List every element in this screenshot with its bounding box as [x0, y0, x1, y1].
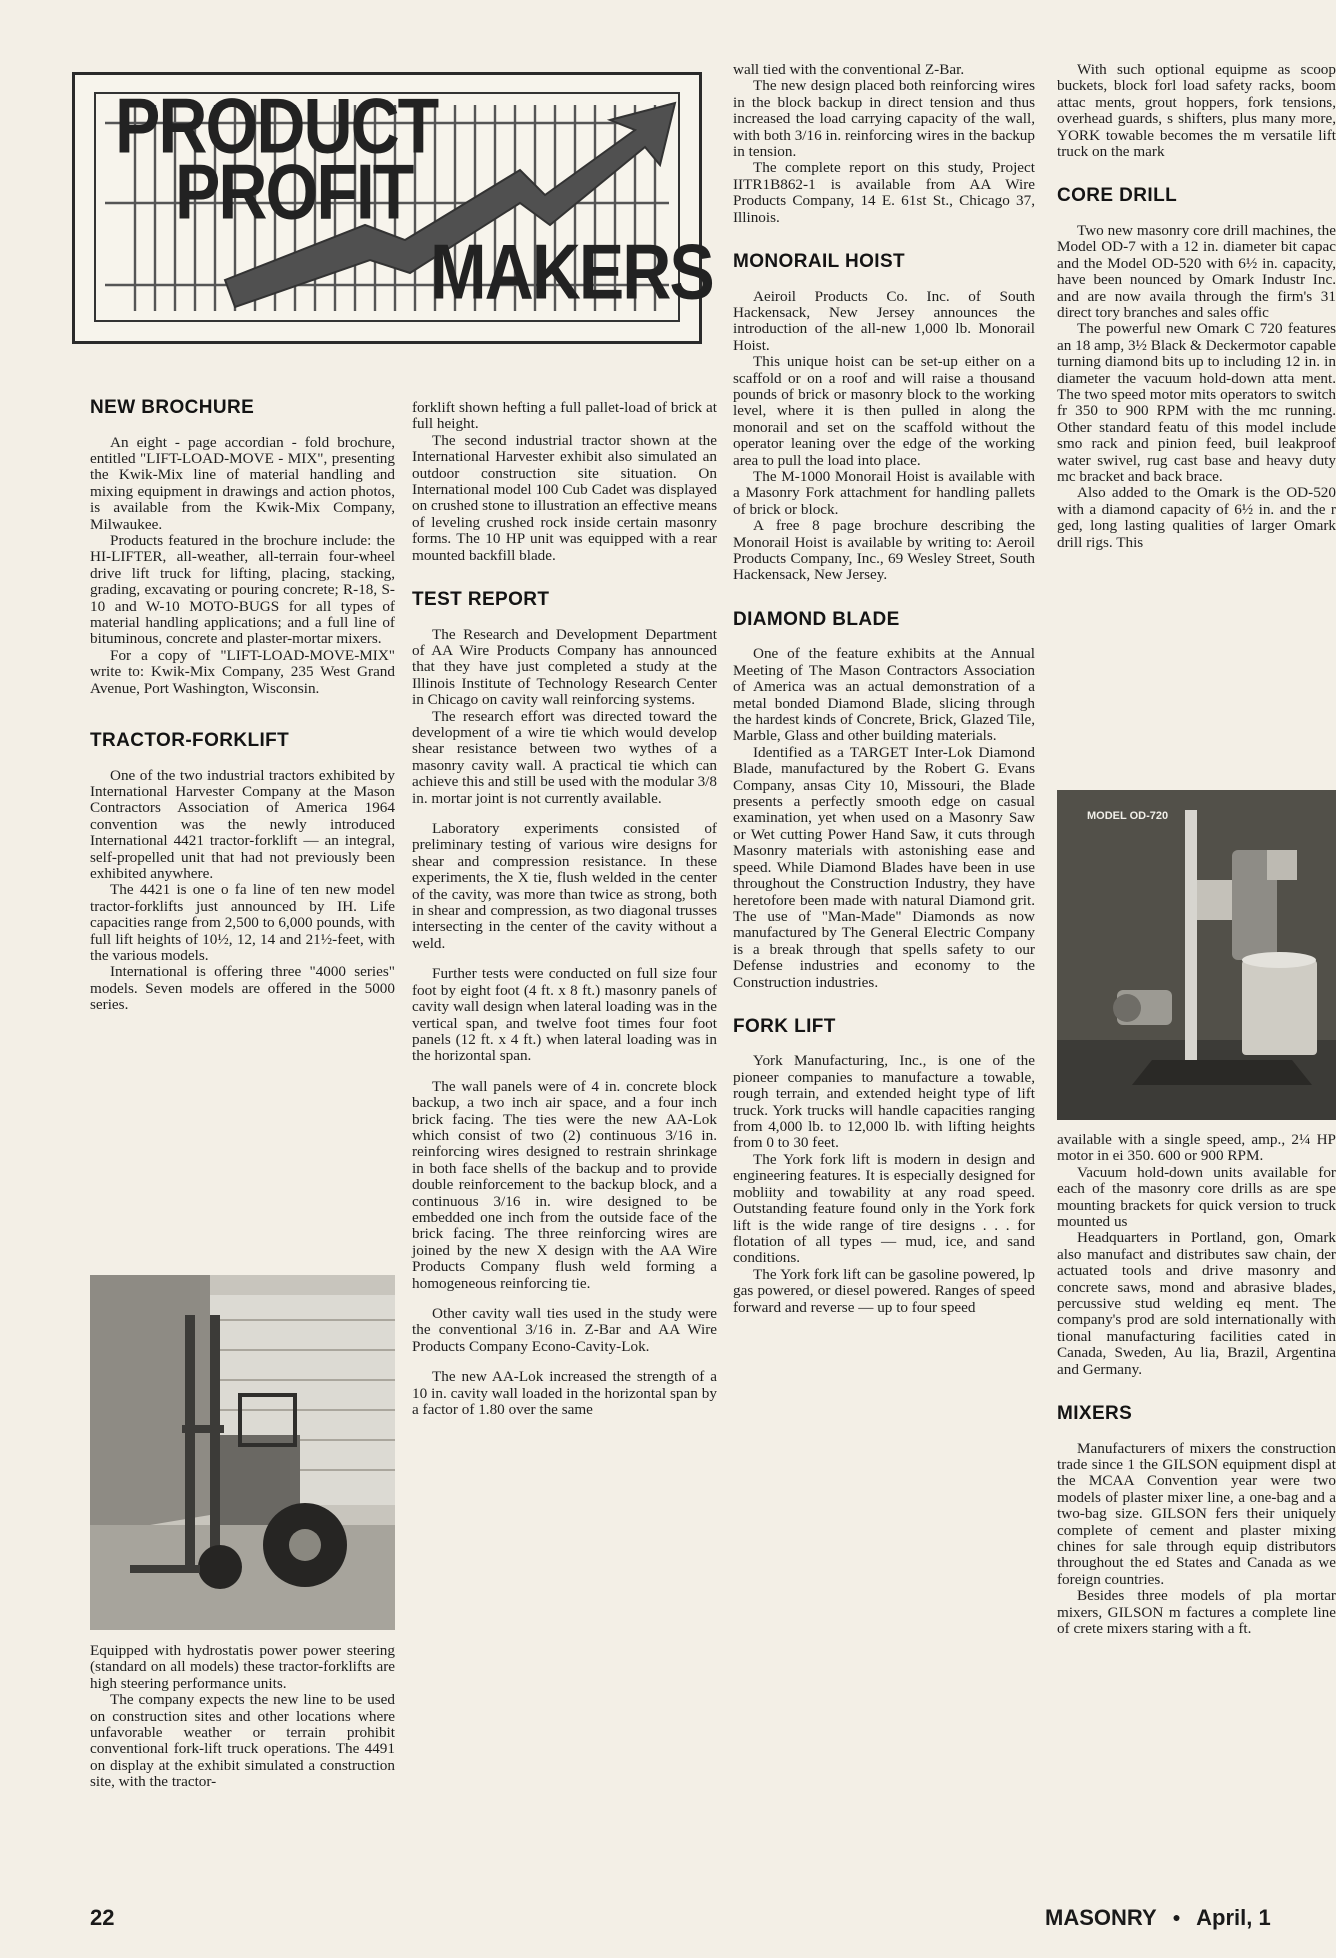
paragraph: Identified as a TARGET Inter-Lok Diamond Blade, manufactured by the Robert G. Evans Company, ansas City 10, Missouri, the Blade presents a perfectly smooth edge on casual examination, yet when used on a Masonry Saw or Wet cutting Power Hand Saw, it cuts through Masonry materials with astonishing ease and speed. While Diamond Blades have been in use throughout the Construction Industry, they have heretofore been made with natural Diamond grit. The use of "Man-Made" Diamonds as now manufactured by The General Electric Company is a break through that spells safety to our Defense industries and economy to the Construction industries. [733, 743, 1035, 991]
paragraph: Besides three models of pla mortar mixers, GILSON m factures a complete line of crete mixers staring with a ft. [1057, 1587, 1336, 1638]
paragraph: The York fork lift is modern in design and engineering features. It is especially designed for mobliity and towability at any road speed. Outstanding feature found only in the York fork lift is the wide range of tire designs . . . for flotation of all types — mud, ice, and sand conditions. [733, 1150, 1035, 1267]
paragraph: Aeiroil Products Co. Inc. of South Hackensack, New Jersey announces the introduction of the all-new 1,000 lb. Monorail Hoist. [733, 287, 1035, 354]
photo-caption: Equipped with hydrostatis power power steering (standard on all models) these tractor-forklifts are high steering performance units. [90, 1642, 395, 1692]
paragraph: forklift shown hefting a full pallet-load of brick at full height. [412, 399, 717, 433]
heading-core-drill: CORE DRILL [1057, 185, 1178, 207]
column-3 [733, 62, 1035, 1316]
paragraph: The powerful new Omark C 720 features an 18 amp, 3½ Black & Deckermotor capable turning diamond bits up to including 12 in. in diameter the vacuum hold-down atta ment. The two speed motor mits operators to switch fr 350 to 900 RPM with the mc running. Other standard featu of this model include smo rack and pinion feed, buil leakproof water swivel, rug cast base and heavy duty mc bracket and back brace. [1057, 320, 1336, 486]
paragraph: The research effort was directed toward the development of a wire tie which would develop shear resistance between two wythes of a masonry cavity wall. A practical tie which can achieve this and still be used with the modular 3/8 in. mortar joint is not currently available. [412, 707, 717, 807]
core-drill-model-label: MODEL OD-720 [1087, 810, 1169, 822]
heading-fork-lift: FORK LIFT [733, 1015, 836, 1037]
paragraph: The new AA-Lok increased the strength of a 10 in. cavity wall loaded in the horizontal span by a factor of 1.80 over the same [412, 1368, 717, 1419]
paragraph: One of the two industrial tractors exhibited by International Harvester Company at the Mason Contractors Association of America 1964 convention was the newly introduced International 4421 tractor-forklift — an integral, self-propelled unit that had not previously been exhibited anywhere. [90, 766, 395, 882]
paragraph: The York fork lift can be gasoline powered, lp gas powered, or diesel powered. Ranges of speed forward and reverse — up to four speed [733, 1265, 1035, 1316]
paragraph: The Research and Development Department of AA Wire Products Company has announced that they have just completed a study at the Illinois Institute of Technology Research Center in Chicago on cavity wall reinforcing systems. [412, 625, 717, 709]
paragraph: For a copy of "LIFT-LOAD-MOVE-MIX" write to: Kwik-Mix Company, 235 West Grand Avenue, Port Washington, Wisconsin. [90, 646, 395, 697]
heading-tractor-forklift: TRACTOR-FORKLIFT [90, 730, 290, 752]
column-1-bottom [90, 1643, 395, 1791]
paragraph: The company expects the new line to be used on construction sites and other locations where unfavorable weather or terrain prohibit conventional fork-lift truck operations. The 4491 on display at the exhibit simulated a construction site, with the tractor- [90, 1691, 395, 1791]
paragraph: Vacuum hold-down units available for each of the masonry core drills as are spe mounting brackets for quick version to truck mounted us [1057, 1163, 1336, 1231]
paragraph: Further tests were conducted on full size four foot by eight foot (4 ft. x 8 ft.) masonry panels of cavity wall design when lateral loading was in the vertical span, and twelve foot times four foot panels (12 ft. x 4 ft.) when lateral loading was in the horizontal span. [412, 965, 717, 1065]
paragraph: Also added to the Omark is the OD-520 with a diamond capacity of 6½ in. and the r ged, long lasting qualities of larger Omark drill rigs. This [1057, 484, 1336, 551]
paragraph: The second industrial tractor shown at the International Harvester exhibit also simulated an outdoor construction site situation. On International model 100 Cub Cadet was displayed on crushed stone to illustration an effective means of leveling crushed rock inside certain masonry forms. The 10 HP unit was equipped with a rear mounted backfill blade. [412, 431, 717, 564]
paragraph: Other cavity wall ties used in the study were the conventional 3/16 in. Z-Bar and AA Wire Products Company Econo-Cavity-Lok. [412, 1305, 717, 1355]
column-1 [90, 398, 395, 1014]
footer-date: April, 1 [1196, 1905, 1271, 1930]
column-4 [1057, 62, 1336, 551]
paragraph: York Manufacturing, Inc., is one of the pioneer companies to manufacture a towable, rough terrain, and extended height type of lift truck. York trucks will handle capacities ranging from 4,000 lb. to 12,000 lb. with lifting heights from 0 to 30 feet. [733, 1052, 1035, 1152]
paragraph: This unique hoist can be set-up either on a scaffold or on a roof and will raise a thousand pounds of brick or masonry block to the working level, where it is then pulled in along the monorail and set on the scaffold without the operator leaning over the edge of the working area to pull the load into place. [733, 353, 1035, 469]
core-drill-photo [1057, 790, 1336, 1120]
paragraph: Manufacturers of mixers the construction trade since 1 the GILSON equipment displ at the MCAA Convention year were two models of plaster mixer line, a one-bag and a two-bag size. GILSON fers their uniquely complete of cement and plaster mixing chines for sale through equip distributors throughout the ed States and Canada as we foreign countries. [1057, 1439, 1336, 1588]
paragraph: International is offering three "4000 series" models. Seven models are offered in the 5000 series. [90, 963, 395, 1014]
tractor-forklift-image [90, 1275, 395, 1630]
column-2 [412, 400, 717, 1418]
paragraph: The complete report on this study, Project IITR1B862-1 is available from AA Wire Products Company, 14 E. 61st St., Chicago 37, Illinois. [733, 159, 1035, 226]
footer-bullet: ● [1172, 1909, 1181, 1925]
paragraph: The wall panels were of 4 in. concrete block backup, a two inch air space, and a four inch brick facing. The ties were the new AA-Lok which consist of two (2) continuous 3/16 in. reinforcing wires designed to restrain shrinkage in both face shells of the backup and to provide double reinforcement to the backup block, and a continuous 3/16 in. wire designed to be embedded one inch from the outside face of the brick facing. The three reinforcing wires are joined by the new X design with the AA Wire Products Company flush weld forming a homogeneous reinforcing tie. [412, 1077, 717, 1292]
paragraph: Laboratory experiments consisted of preliminary testing of various wire designs for shear and compression resistance. In these experiments, the X tie, flush welded in the center of the cavity, was more than twice as strong, both in shear and compression, as two diagonal trusses intersecting in the center of the cavity without a weld. [412, 820, 717, 952]
heading-new-brochure: NEW BROCHURE [90, 397, 255, 418]
logo-word-product: PRODUCT [115, 82, 438, 170]
footer-magazine-date [1045, 1905, 1271, 1931]
column-4-bottom [1057, 1132, 1336, 1637]
core-drill-image [1057, 790, 1336, 1120]
heading-mixers: MIXERS [1057, 1403, 1133, 1425]
logo-word-makers: MAKERS [430, 228, 713, 316]
logo-word-profit: PROFIT [175, 148, 413, 236]
heading-diamond-blade: DIAMOND BLADE [733, 608, 900, 630]
tractor-forklift-photo [90, 1275, 395, 1630]
paragraph: The new design placed both reinforcing wires in the block backup in direct tension and thus increased the load carrying capacity of the wall, with both 3/16 in. reinforcing wires in the backup in tension. [733, 77, 1035, 161]
paragraph: An eight - page accordian - fold brochure, entitled "LIFT-LOAD-MOVE - MIX", presenting the Kwik-Mix line of material handling and mixing equipment in drawings and action photos, is available from the Kwik-Mix Company, Milwaukee. [90, 433, 395, 533]
paragraph: Headquarters in Portland, gon, Omark also manufact and distributes saw chain, der actuated tools and drive masonry and concrete saws, mond and abrasive blades, percussive stud welding eq ment. The company's prod are sold internationally with tional manufacturing facilities cated in Canada, Sweden, Au lia, Brazil, Argentina and Germany. [1057, 1229, 1336, 1378]
paragraph: wall tied with the conventional Z-Bar. [733, 61, 965, 78]
page-number: 22 [90, 1905, 115, 1930]
paragraph: A free 8 page brochure describing the Monorail Hoist is available by writing to: Aeroil Products Company, Inc., 69 Wesley Street, South Hackensack, New Jersey. [733, 517, 1035, 584]
footer-magazine: MASONRY [1045, 1905, 1157, 1930]
paragraph: Two new masonry core drill machines, the Model OD-7 with a 12 in. diameter bit capac and the Model OD-520 with 6½ in. capacity, have been nounced by Omark Industr Inc. and are now availa through the firm's 31 direct tory branches and sales offic [1057, 221, 1336, 321]
paragraph: One of the feature exhibits at the Annual Meeting of The Mason Contractors Association of America was an actual demonstration of a metal bonded Diamond Blade, slicing through the hardest kinds of Concrete, Brick, Glazed Tile, Marble, Glass and other building materials. [733, 645, 1035, 745]
heading-monorail-hoist: MONORAIL HOIST [733, 251, 906, 273]
paragraph: Products featured in the brochure include: the HI-LIFTER, all-weather, all-terrain four-wheel drive lift truck for lifting, placing, stacking, grading, excavating or pouring concrete; R-18, S-10 and W-10 MOTO-BUGS for all types of material handling applications; and a full line of bituminous, concrete and plaster-mortar mixers. [90, 531, 395, 648]
paragraph: With such optional equipme as scoop buckets, block forl load safety racks, boom attac ments, grout hoppers, fork tensions, overhead guards, s shifters, plus many more, YORK towable becomes the m versatile lift truck on the mark [1057, 62, 1336, 161]
paragraph: available with a single speed, amp., 2¼ HP motor in ei 350. 600 or 900 RPM. [1057, 1132, 1336, 1165]
heading-test-report: TEST REPORT [412, 589, 550, 611]
paragraph: The M-1000 Monorail Hoist is available with a Masonry Fork attachment for handling pallets of brick or block. [733, 468, 1035, 518]
product-profit-makers-logo [72, 72, 713, 344]
paragraph: The 4421 is one o fa line of ten new model tractor-forklifts just announced by IH. Life capacities range from 2,500 to 6,000 pounds, with full lift heights of 10½, 12, 14 and 21½-feet, with the various models. [90, 881, 395, 964]
